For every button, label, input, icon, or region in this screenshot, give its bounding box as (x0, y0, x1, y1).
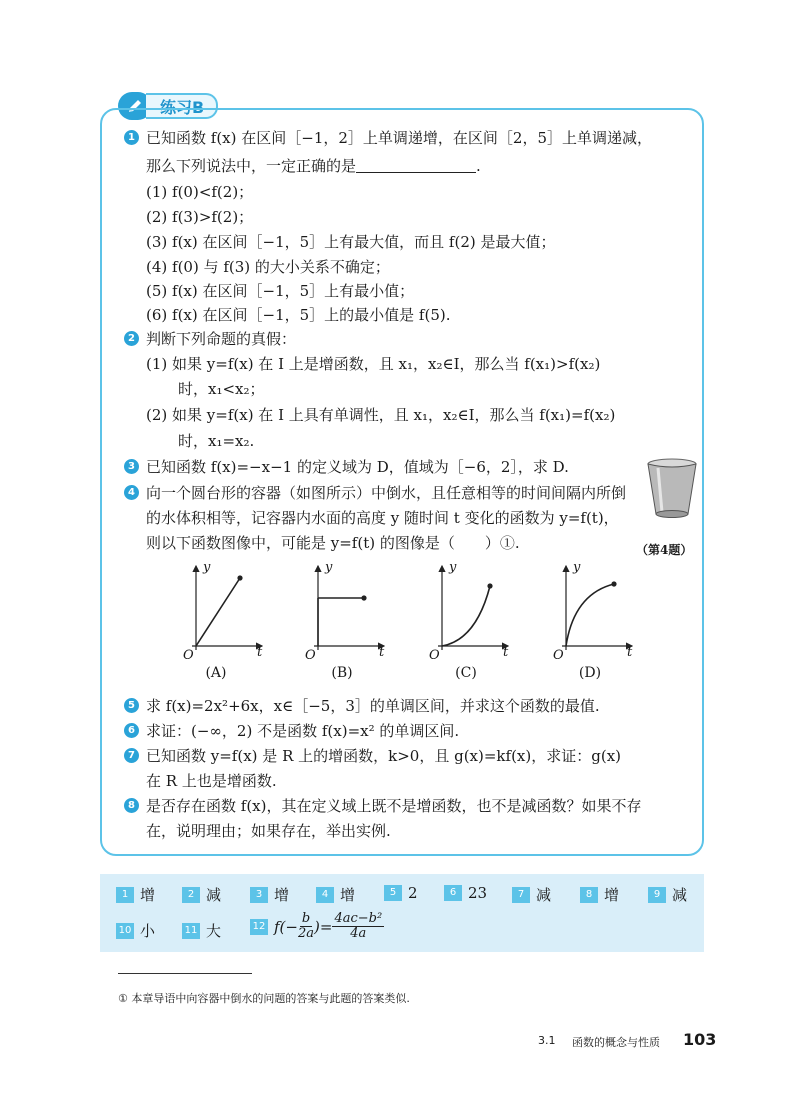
graph-d-x-label: t (627, 645, 633, 660)
graph-b-y-label: y (325, 560, 333, 575)
q5-text: 求 f(x)=2x²+6x，x∈［−5，3］的单调区间，并求这个函数的最值. (146, 697, 600, 715)
q7-line2: 在 R 上也是增函数. (146, 772, 277, 790)
graph-a-x-label: t (257, 645, 263, 660)
graph-d (540, 560, 640, 660)
q3-text: 已知函数 f(x)=−x−1 的定义域为 D，值域为［−6，2］，求 D. (146, 458, 569, 476)
footnote: ① 本章导语中向容器中倒水的问题的答案与此题的答案类似. (118, 992, 410, 1005)
q2-statement2: (2) 如果 y=f(x) 在 I 上具有单调性，且 x₁，x₂∈I，那么当 f(x₁)=f(x₂) (146, 406, 616, 424)
graph-c-origin: O (429, 648, 440, 663)
graph-c-label: (C) (455, 665, 477, 681)
answer-item: 10 小 (116, 920, 155, 941)
graph-b-x-label: t (379, 645, 385, 660)
answer-item: 11 大 (182, 920, 221, 941)
q8-number: 8 (124, 798, 139, 813)
q6-number: 6 (124, 723, 139, 738)
graph-d-label: (D) (578, 665, 602, 681)
page-number: 103 (683, 1030, 717, 1049)
graph-a (170, 560, 270, 660)
q4-line2: 的水体积相等，记容器内水面的高度 y 随时间 t 变化的函数为 y=f(t)， (146, 509, 619, 527)
q1-option: (4) f(0) 与 f(3) 的大小关系不确定； (146, 258, 390, 276)
footnote-rule (118, 973, 252, 974)
q4-line3: 则以下函数图像中，可能是 y=f(t) 的图像是（ ）①. (146, 534, 520, 552)
q1-option: (3) f(x) 在区间［−1，5］上有最大值，而且 f(2) 是最大值； (146, 233, 556, 251)
q1-line1: 已知函数 f(x) 在区间［−1，2］上单调递增，在区间［2，5］上单调递减， (146, 129, 652, 147)
section-title: 练习B (146, 93, 218, 119)
graph-a-label: (A) (205, 665, 227, 681)
answer-item: 9 减 (648, 884, 687, 905)
q7-line1: 已知函数 y=f(x) 是 R 上的增函数，k>0，且 g(x)=kf(x)，求证：g(x) (146, 747, 621, 765)
q4-figure-caption: （第4题） (636, 543, 693, 557)
graph-b-origin: O (305, 648, 316, 663)
q1-option: (6) f(x) 在区间［−1，5］上的最小值是 f(5). (146, 306, 451, 324)
q1-option: (2) f(3)>f(2)； (146, 208, 254, 226)
q2-statement1-cont: 时，x₁<x₂； (178, 380, 265, 398)
footer-section: 3.1 (538, 1034, 556, 1047)
q8-line2: 在，说明理由；如果存在，举出实例. (146, 822, 391, 840)
q1-line2: 那么下列说法中，一定正确的是 . (146, 157, 481, 175)
answer-item: 7 减 (512, 884, 551, 905)
answer-item: 2 减 (182, 884, 221, 905)
graph-d-y-label: y (573, 560, 581, 575)
graph-a-origin: O (183, 648, 194, 663)
graph-c-x-label: t (503, 645, 509, 660)
answer-item: 3 增 (250, 884, 289, 905)
frustum-container-figure (644, 456, 700, 522)
graph-b (292, 560, 392, 660)
q1-option: (1) f(0)<f(2)； (146, 183, 254, 201)
q2-statement1: (1) 如果 y=f(x) 在 I 上是增函数，且 x₁，x₂∈I，那么当 f(x₁)>f(x₂) (146, 355, 601, 373)
q4-line1: 向一个圆台形的容器（如图所示）中倒水，且任意相等的时间间隔内所倒 (146, 484, 627, 502)
answer-key (100, 874, 704, 952)
q2-line1: 判断下列命题的真假： (146, 330, 297, 348)
q5-number: 5 (124, 698, 139, 713)
graph-b-label: (B) (331, 665, 353, 681)
answer-item: 4 增 (316, 884, 355, 905)
answer-item-12: 12 f(− $\frac{b}{2a}$ )= $\frac{\text{4ac−b²}}{4a}$ (250, 912, 384, 941)
q3-number: 3 (124, 459, 139, 474)
q7-number: 7 (124, 748, 139, 763)
q8-line1: 是否存在函数 f(x)，其在定义域上既不是增函数，也不是减函数？如果不存 (146, 797, 642, 815)
graph-c (416, 560, 516, 660)
q4-number: 4 (124, 485, 139, 500)
answer-item: 6 23 (444, 884, 487, 902)
answer-item: 1 增 (116, 884, 155, 905)
graph-d-origin: O (553, 648, 564, 663)
answer-blank (356, 158, 476, 173)
graph-a-y-label: y (203, 560, 211, 575)
q2-number: 2 (124, 331, 139, 346)
answer-item: 5 2 (384, 884, 418, 902)
answer-item: 8 增 (580, 884, 619, 905)
graph-c-y-label: y (449, 560, 457, 575)
q2-statement2-cont: 时，x₁=x₂. (178, 432, 255, 450)
q1-number: 1 (124, 130, 139, 145)
footer-title: 函数的概念与性质 (572, 1036, 660, 1049)
q1-option: (5) f(x) 在区间［−1，5］上有最小值； (146, 282, 415, 300)
q6-text: 求证：(−∞，2) 不是函数 f(x)=x² 的单调区间. (146, 722, 460, 740)
